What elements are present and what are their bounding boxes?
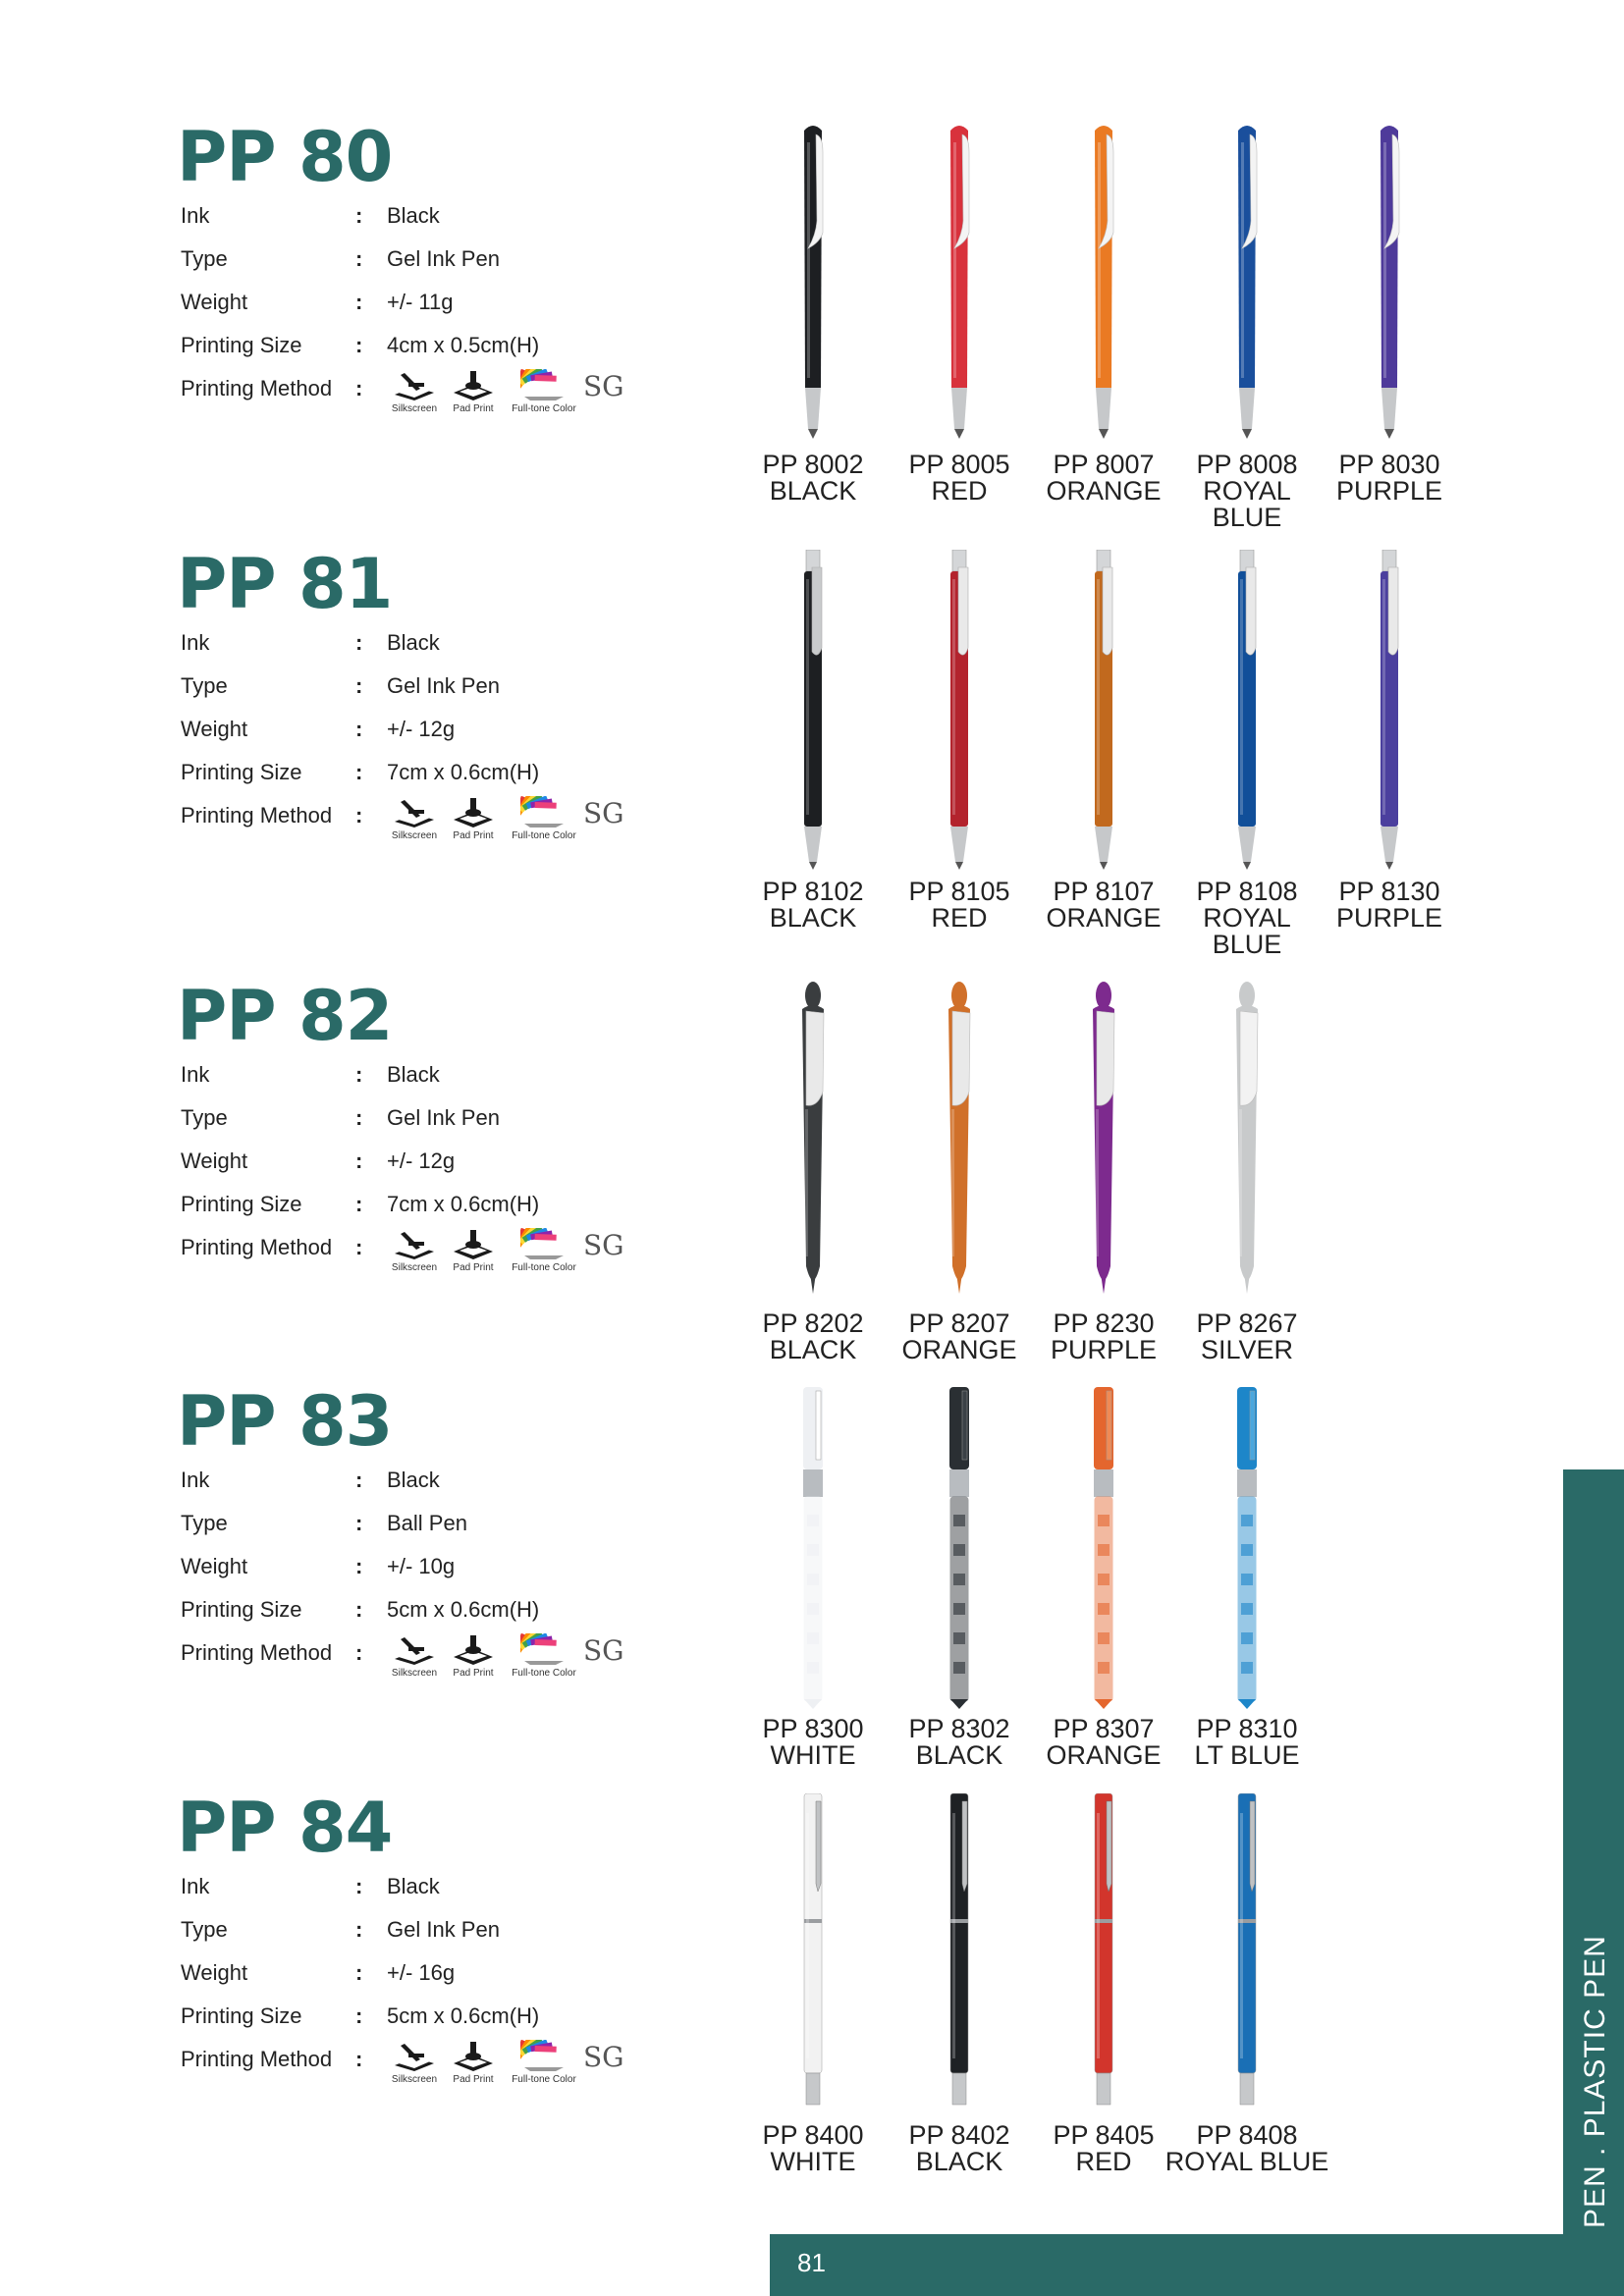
spec-colon: : xyxy=(355,717,363,741)
pen-label xyxy=(1020,2122,1187,2175)
spec-value: Black xyxy=(387,1062,440,1087)
product-section xyxy=(0,977,1624,1389)
pen-image xyxy=(937,982,982,1306)
spec-value: +/- 12g xyxy=(387,717,456,741)
spec-colon: : xyxy=(355,1874,363,1898)
pen-pp-8267 xyxy=(1224,982,1270,1306)
spec-value: Black xyxy=(387,1468,440,1492)
sg-mark: SG xyxy=(583,797,624,829)
pen-image xyxy=(1224,1793,1270,2117)
pen-code: PP 8300 xyxy=(762,1714,864,1743)
pen-label xyxy=(876,1716,1043,1769)
pen-label xyxy=(876,452,1043,505)
pen-label xyxy=(1164,2122,1330,2175)
pen-code: PP 8108 xyxy=(1196,877,1298,906)
printing-method-label: Full-tone Color xyxy=(512,2074,576,2085)
pen-label xyxy=(876,879,1043,932)
printing-method-label: Silkscreen xyxy=(391,403,438,414)
pen-code: PP 8302 xyxy=(908,1714,1010,1743)
pen-label xyxy=(1164,1716,1330,1769)
spec-label: Ink xyxy=(181,203,210,228)
pen-color-name: PURPLE xyxy=(1050,1335,1158,1364)
spec-label: Type xyxy=(181,246,228,271)
spec-colon: : xyxy=(355,1192,363,1216)
full-tone-color-icon xyxy=(520,369,568,402)
spec-colon: : xyxy=(355,803,363,828)
pen-label xyxy=(876,1310,1043,1363)
pen-pp-8007 xyxy=(1081,123,1126,447)
pad-print-icon xyxy=(450,369,497,402)
pen-code: PP 8400 xyxy=(762,2120,864,2150)
silkscreen-icon xyxy=(391,1228,438,1261)
pen-code: PP 8267 xyxy=(1196,1308,1298,1338)
printing-method xyxy=(446,796,501,841)
pen-color-name: BLUE xyxy=(1212,930,1282,959)
spec-colon: : xyxy=(355,1468,363,1492)
full-tone-color-icon xyxy=(520,1228,568,1261)
pen-pp-8030 xyxy=(1367,123,1412,447)
pen-color-name: ROYAL xyxy=(1203,903,1291,933)
silkscreen-icon xyxy=(391,2040,438,2073)
footer-bar xyxy=(770,2234,1624,2296)
printing-method xyxy=(446,369,501,414)
pen-pp-8230 xyxy=(1081,982,1126,1306)
spec-label: Type xyxy=(181,673,228,698)
pen-color-name: SILVER xyxy=(1200,1335,1294,1364)
printing-method xyxy=(505,1228,583,1273)
spec-label: Printing Method xyxy=(181,376,333,400)
pen-color-name: RED xyxy=(931,476,988,506)
pen-color-name: BLUE xyxy=(1212,503,1282,532)
spec-label: Printing Size xyxy=(181,333,302,357)
printing-method-label: Full-tone Color xyxy=(512,1668,576,1679)
full-tone-color-icon xyxy=(520,2040,568,2073)
pen-pp-8130 xyxy=(1367,550,1412,874)
pen-label xyxy=(730,1716,896,1769)
pen-color-name: BLACK xyxy=(769,1335,857,1364)
model-title: PP 82 xyxy=(177,976,393,1056)
spec-colon: : xyxy=(355,2003,363,2028)
pen-color-name: ORANGE xyxy=(1046,903,1162,933)
spec-label: Ink xyxy=(181,1468,210,1492)
pen-pp-8300 xyxy=(790,1387,836,1711)
printing-method xyxy=(505,796,583,841)
pen-pp-8105 xyxy=(937,550,982,874)
model-title: PP 80 xyxy=(177,117,393,197)
pen-code: PP 8202 xyxy=(762,1308,864,1338)
pen-image xyxy=(1367,550,1412,874)
pen-pp-8307 xyxy=(1081,1387,1126,1711)
pen-label xyxy=(1020,1716,1187,1769)
spec-label: Ink xyxy=(181,1062,210,1087)
spec-colon: : xyxy=(355,1554,363,1578)
full-tone-color-icon xyxy=(520,796,568,829)
pen-image xyxy=(937,550,982,874)
printing-method-label: Pad Print xyxy=(453,1262,494,1273)
spec-colon: : xyxy=(355,376,363,400)
pen-color-name: PURPLE xyxy=(1335,476,1443,506)
pen-image xyxy=(1224,1387,1270,1711)
printing-methods xyxy=(387,794,642,853)
printing-method xyxy=(387,2040,442,2085)
sg-mark: SG xyxy=(583,1634,624,1667)
spec-colon: : xyxy=(355,1511,363,1535)
pen-label xyxy=(730,879,896,932)
pen-pp-8107 xyxy=(1081,550,1126,874)
pen-label xyxy=(730,2122,896,2175)
pen-color-name: BLACK xyxy=(769,903,857,933)
pen-image xyxy=(1224,982,1270,1306)
printing-method xyxy=(446,1633,501,1679)
pen-pp-8108 xyxy=(1224,550,1270,874)
pen-color-name: WHITE xyxy=(770,2147,856,2176)
pen-color-name: BLACK xyxy=(769,476,857,506)
silkscreen-icon xyxy=(391,1633,438,1667)
spec-value: Gel Ink Pen xyxy=(387,1917,500,1942)
spec-value: +/- 11g xyxy=(387,290,454,314)
pen-image xyxy=(1224,123,1270,447)
pen-image xyxy=(790,123,836,447)
printing-methods xyxy=(387,2038,642,2097)
spec-colon: : xyxy=(355,333,363,357)
model-title: PP 83 xyxy=(177,1381,393,1462)
pen-pp-8400 xyxy=(790,1793,836,2117)
pen-label xyxy=(1306,452,1473,505)
pen-code: PP 8230 xyxy=(1053,1308,1155,1338)
pen-pp-8405 xyxy=(1081,1793,1126,2117)
pen-code: PP 8405 xyxy=(1053,2120,1155,2150)
silkscreen-icon xyxy=(391,796,438,829)
spec-label: Ink xyxy=(181,1874,210,1898)
side-category-text: PEN . PLASTIC PEN xyxy=(1579,1935,1611,2228)
pen-label xyxy=(730,452,896,505)
pen-color-name: WHITE xyxy=(770,1740,856,1770)
pen-image xyxy=(1081,982,1126,1306)
pen-code: PP 8002 xyxy=(762,450,864,479)
pen-image xyxy=(790,1387,836,1711)
printing-method-label: Full-tone Color xyxy=(512,403,576,414)
printing-methods xyxy=(387,367,642,426)
spec-label: Printing Size xyxy=(181,2003,302,2028)
spec-label: Printing Method xyxy=(181,2047,333,2071)
product-section xyxy=(0,1382,1624,1794)
spec-colon: : xyxy=(355,1640,363,1665)
pen-color-name: RED xyxy=(1075,2147,1132,2176)
pen-pp-8008 xyxy=(1224,123,1270,447)
spec-label: Printing Method xyxy=(181,1235,333,1259)
pad-print-icon xyxy=(450,1633,497,1667)
spec-label: Type xyxy=(181,1105,228,1130)
pen-color-name: PURPLE xyxy=(1335,903,1443,933)
pen-pp-8402 xyxy=(937,1793,982,2117)
spec-label: Printing Size xyxy=(181,1597,302,1622)
pen-image xyxy=(937,123,982,447)
spec-label: Printing Method xyxy=(181,1640,333,1665)
product-section xyxy=(0,118,1624,530)
pen-code: PP 8007 xyxy=(1053,450,1155,479)
spec-value: 7cm x 0.6cm(H) xyxy=(387,1192,540,1216)
printing-method-label: Pad Print xyxy=(453,2074,494,2085)
spec-label: Weight xyxy=(181,1148,248,1173)
printing-method-label: Pad Print xyxy=(453,1668,494,1679)
spec-colon: : xyxy=(355,673,363,698)
printing-method xyxy=(446,1228,501,1273)
pen-color-name: RED xyxy=(931,903,988,933)
pen-color-name: ORANGE xyxy=(1046,476,1162,506)
model-title: PP 84 xyxy=(177,1788,393,1868)
spec-value: Black xyxy=(387,1874,440,1898)
spec-colon: : xyxy=(355,290,363,314)
pen-label xyxy=(730,1310,896,1363)
spec-label: Printing Method xyxy=(181,803,333,828)
spec-colon: : xyxy=(355,630,363,655)
spec-value: 5cm x 0.6cm(H) xyxy=(387,1597,540,1622)
printing-method xyxy=(505,1633,583,1679)
printing-method xyxy=(505,2040,583,2085)
pen-image xyxy=(790,550,836,874)
spec-value: Ball Pen xyxy=(387,1511,467,1535)
pen-code: PP 8030 xyxy=(1338,450,1440,479)
spec-colon: : xyxy=(355,246,363,271)
pen-code: PP 8130 xyxy=(1338,877,1440,906)
pen-code: PP 8008 xyxy=(1196,450,1298,479)
spec-value: Gel Ink Pen xyxy=(387,673,500,698)
pen-color-name: BLACK xyxy=(915,1740,1003,1770)
pen-code: PP 8310 xyxy=(1196,1714,1298,1743)
spec-label: Weight xyxy=(181,1554,248,1578)
pen-label xyxy=(876,2122,1043,2175)
pen-pp-8302 xyxy=(937,1387,982,1711)
spec-value: +/- 12g xyxy=(387,1148,456,1173)
pen-color-name: BLACK xyxy=(915,2147,1003,2176)
pen-image xyxy=(1081,1387,1126,1711)
sg-mark: SG xyxy=(583,370,624,402)
spec-value: 5cm x 0.6cm(H) xyxy=(387,2003,540,2028)
printing-method-label: Silkscreen xyxy=(391,1668,438,1679)
printing-method-label: Silkscreen xyxy=(391,2074,438,2085)
pen-pp-8408 xyxy=(1224,1793,1270,2117)
silkscreen-icon xyxy=(391,369,438,402)
printing-methods xyxy=(387,1631,642,1690)
printing-method-label: Full-tone Color xyxy=(512,830,576,841)
pen-label xyxy=(1164,1310,1330,1363)
sg-mark: SG xyxy=(583,2041,624,2073)
spec-value: Black xyxy=(387,203,440,228)
spec-label: Weight xyxy=(181,1960,248,1985)
printing-method-label: Pad Print xyxy=(453,403,494,414)
pen-label xyxy=(1020,1310,1187,1363)
pen-label xyxy=(1020,879,1187,932)
pen-code: PP 8408 xyxy=(1196,2120,1298,2150)
spec-colon: : xyxy=(355,760,363,784)
printing-method-label: Pad Print xyxy=(453,830,494,841)
product-section xyxy=(0,1789,1624,2201)
spec-label: Weight xyxy=(181,717,248,741)
printing-method xyxy=(387,1633,442,1679)
pad-print-icon xyxy=(450,796,497,829)
pen-image xyxy=(937,1387,982,1711)
pen-pp-8102 xyxy=(790,550,836,874)
pen-image xyxy=(1367,123,1412,447)
spec-colon: : xyxy=(355,1917,363,1942)
product-section xyxy=(0,545,1624,957)
printing-method-label: Silkscreen xyxy=(391,1262,438,1273)
printing-method xyxy=(387,1228,442,1273)
pen-color-name: LT BLUE xyxy=(1194,1740,1300,1770)
pen-label xyxy=(1306,879,1473,932)
printing-method xyxy=(387,369,442,414)
pen-image xyxy=(1224,550,1270,874)
pen-code: PP 8307 xyxy=(1053,1714,1155,1743)
pen-code: PP 8402 xyxy=(908,2120,1010,2150)
printing-method-label: Silkscreen xyxy=(391,830,438,841)
pen-code: PP 8105 xyxy=(908,877,1010,906)
spec-label: Weight xyxy=(181,290,248,314)
spec-colon: : xyxy=(355,1062,363,1087)
spec-label: Type xyxy=(181,1917,228,1942)
pen-pp-8002 xyxy=(790,123,836,447)
spec-value: +/- 16g xyxy=(387,1960,456,1985)
pen-pp-8202 xyxy=(790,982,836,1306)
spec-label: Ink xyxy=(181,630,210,655)
spec-colon: : xyxy=(355,1105,363,1130)
pen-pp-8310 xyxy=(1224,1387,1270,1711)
spec-colon: : xyxy=(355,1235,363,1259)
spec-colon: : xyxy=(355,203,363,228)
spec-colon: : xyxy=(355,2047,363,2071)
spec-label: Printing Size xyxy=(181,760,302,784)
pen-label xyxy=(1020,452,1187,505)
pen-image xyxy=(1081,550,1126,874)
spec-value: Gel Ink Pen xyxy=(387,1105,500,1130)
spec-colon: : xyxy=(355,1597,363,1622)
pen-color-name: ROYAL BLUE xyxy=(1164,2147,1329,2176)
pen-color-name: ROYAL xyxy=(1203,476,1291,506)
spec-colon: : xyxy=(355,1148,363,1173)
spec-value: +/- 10g xyxy=(387,1554,456,1578)
spec-value: 4cm x 0.5cm(H) xyxy=(387,333,540,357)
full-tone-color-icon xyxy=(520,1633,568,1667)
pen-code: PP 8005 xyxy=(908,450,1010,479)
spec-value: 7cm x 0.6cm(H) xyxy=(387,760,540,784)
spec-label: Printing Size xyxy=(181,1192,302,1216)
pen-image xyxy=(1081,1793,1126,2117)
pen-image xyxy=(790,1793,836,2117)
printing-method xyxy=(446,2040,501,2085)
page-number: 81 xyxy=(797,2248,826,2277)
pen-pp-8207 xyxy=(937,982,982,1306)
pen-color-name: ORANGE xyxy=(1046,1740,1162,1770)
printing-methods xyxy=(387,1226,642,1285)
model-title: PP 81 xyxy=(177,544,393,624)
pen-color-name: ORANGE xyxy=(901,1335,1017,1364)
pen-image xyxy=(1081,123,1126,447)
spec-colon: : xyxy=(355,1960,363,1985)
pen-code: PP 8207 xyxy=(908,1308,1010,1338)
printing-method-label: Full-tone Color xyxy=(512,1262,576,1273)
sg-mark: SG xyxy=(583,1229,624,1261)
printing-method xyxy=(505,369,583,414)
spec-value: Black xyxy=(387,630,440,655)
pad-print-icon xyxy=(450,2040,497,2073)
pen-code: PP 8107 xyxy=(1053,877,1155,906)
pen-image xyxy=(937,1793,982,2117)
printing-method xyxy=(387,796,442,841)
pen-code: PP 8102 xyxy=(762,877,864,906)
pad-print-icon xyxy=(450,1228,497,1261)
pen-pp-8005 xyxy=(937,123,982,447)
pen-image xyxy=(790,982,836,1306)
spec-value: Gel Ink Pen xyxy=(387,246,500,271)
spec-label: Type xyxy=(181,1511,228,1535)
